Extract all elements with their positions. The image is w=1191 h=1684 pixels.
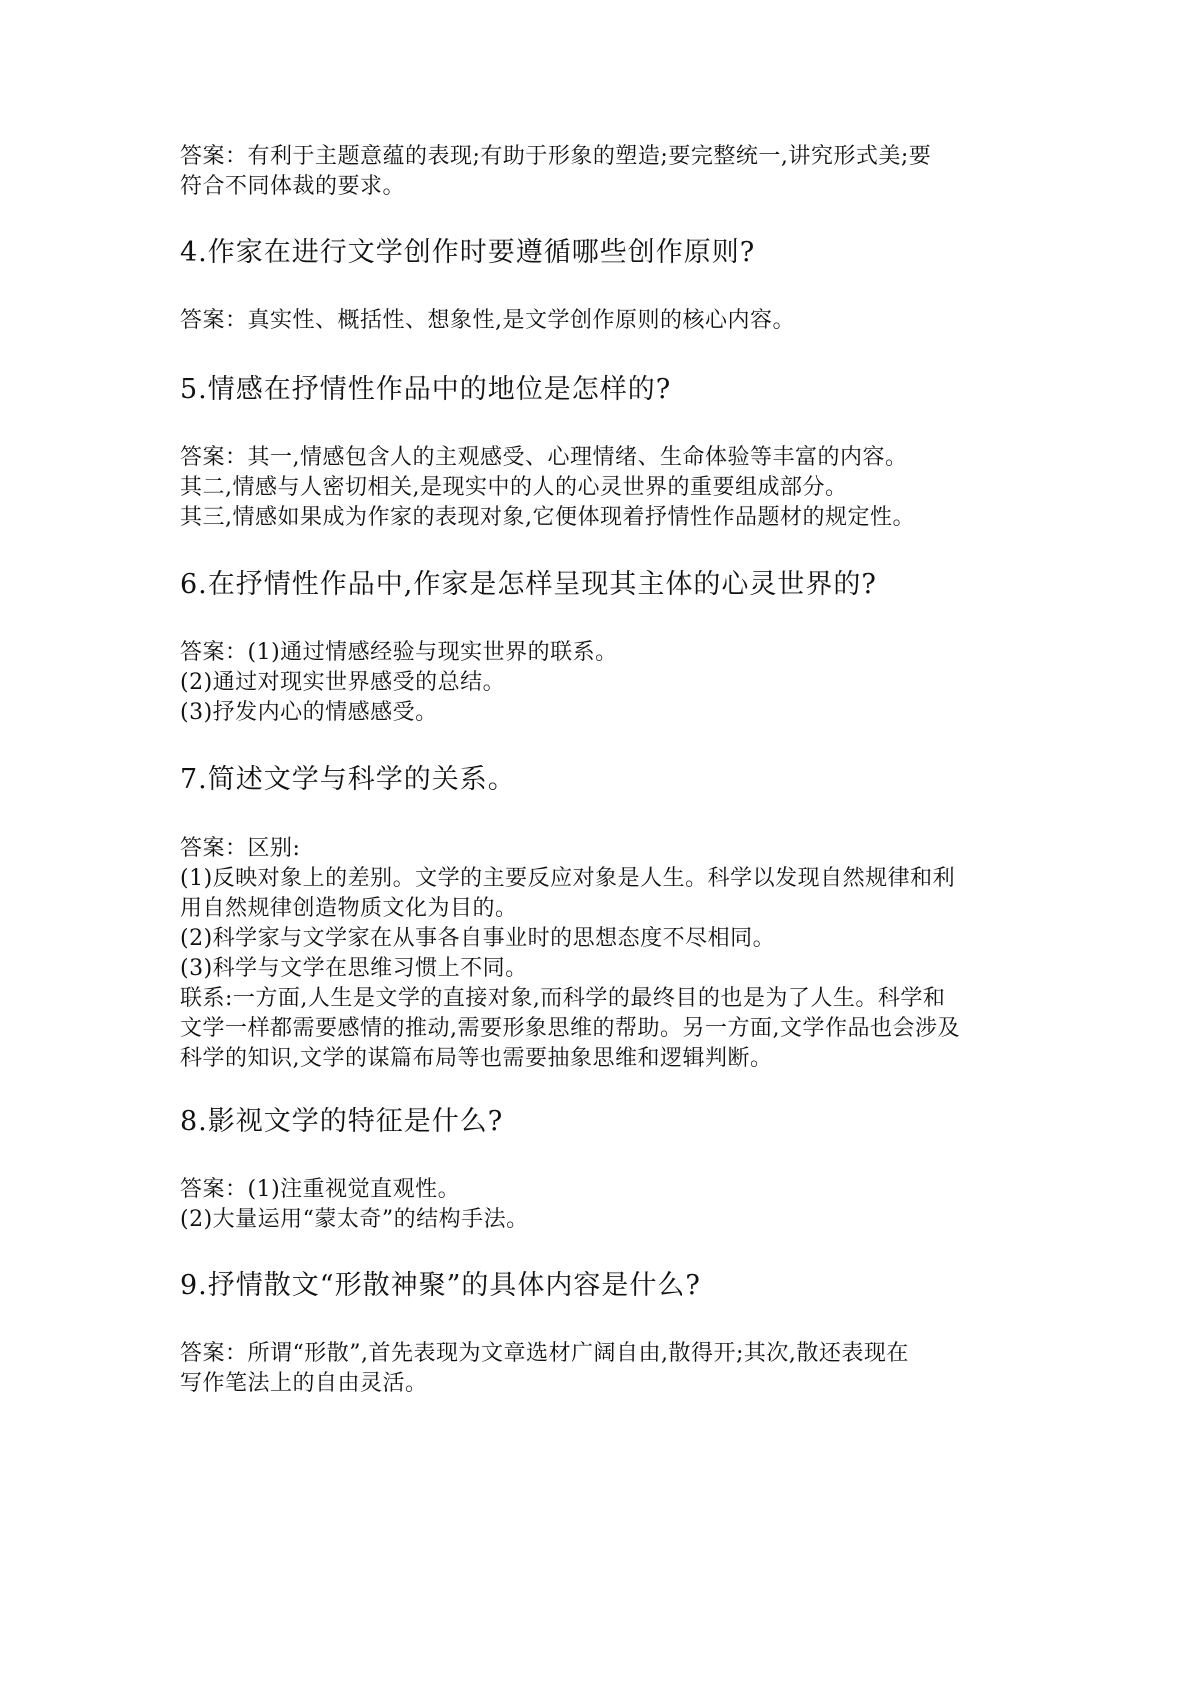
question-7: 7.简述文学与科学的关系。 <box>180 764 516 795</box>
answer-line: (1)反映对象上的差别。文学的主要反应对象是人生。科学以发现自然规律和利 <box>180 866 956 891</box>
answer-line: 答案：(1)注重视觉直观性。 <box>180 1177 461 1202</box>
answer-line: 联系:一方面,人生是文学的直接对象,而科学的最终目的也是为了人生。科学和 <box>180 986 946 1011</box>
answer-line: 答案：其一,情感包含人的主观感受、心理情绪、生命体验等丰富的内容。 <box>180 445 908 470</box>
answer-line: (3)科学与文学在思维习惯上不同。 <box>180 956 528 981</box>
answer-block-5 <box>180 443 1030 533</box>
question-5: 5.情感在抒情性作品中的地位是怎样的? <box>180 374 672 405</box>
answer-line: (2)大量运用“蒙太奇”的结构手法。 <box>180 1207 529 1232</box>
question-6: 6.在抒情性作品中,作家是怎样呈现其主体的心灵世界的? <box>180 569 877 600</box>
answer-line: (2)通过对现实世界感受的总结。 <box>180 670 506 695</box>
question-9: 9.抒情散文“形散神聚”的具体内容是什么? <box>180 1270 701 1301</box>
answer-line: 答案：真实性、概括性、想象性,是文学创作原则的核心内容。 <box>180 308 795 333</box>
answer-line: 答案：(1)通过情感经验与现实世界的联系。 <box>180 640 618 665</box>
answer-block-6 <box>180 638 1030 728</box>
answer-line: 科学的知识,文学的谋篇布局等也需要抽象思维和逻辑判断。 <box>180 1046 773 1071</box>
answer-line: 其三,情感如果成为作家的表现对象,它便体现着抒情性作品题材的规定性。 <box>180 505 915 530</box>
answer-block-9 <box>180 1339 1030 1399</box>
answer-block-3 <box>180 142 1030 202</box>
question-8: 8.影视文学的特征是什么? <box>180 1106 504 1137</box>
answer-block-4 <box>180 306 1030 336</box>
answer-line: 答案：区别: <box>180 836 301 861</box>
answer-line: 用自然规律创造物质文化为目的。 <box>180 896 518 921</box>
question-4: 4.作家在进行文学创作时要遵循哪些创作原则? <box>180 237 756 268</box>
answer-block-8 <box>180 1175 1030 1235</box>
answer-line: (3)抒发内心的情感感受。 <box>180 700 438 725</box>
answer-line: 其二,情感与人密切相关,是现实中的人的心灵世界的重要组成部分。 <box>180 475 848 500</box>
answer-line: 文学一样都需要感情的推动,需要形象思维的帮助。另一方面,文学作品也会涉及 <box>180 1016 960 1041</box>
answer-line: 写作笔法上的自由灵活。 <box>180 1371 428 1396</box>
answer-line: 答案：所谓“形散”,首先表现为文章选材广阔自由,散得开;其次,散还表现在 <box>180 1341 909 1366</box>
answer-line: (2)科学家与文学家在从事各自事业时的思想态度不尽相同。 <box>180 926 776 951</box>
answer-line: 答案：有利于主题意蕴的表现;有助于形象的塑造;要完整统一,讲究形式美;要 <box>180 144 932 169</box>
answer-line: 符合不同体裁的要求。 <box>180 174 406 199</box>
answer-block-7 <box>180 834 1030 1074</box>
